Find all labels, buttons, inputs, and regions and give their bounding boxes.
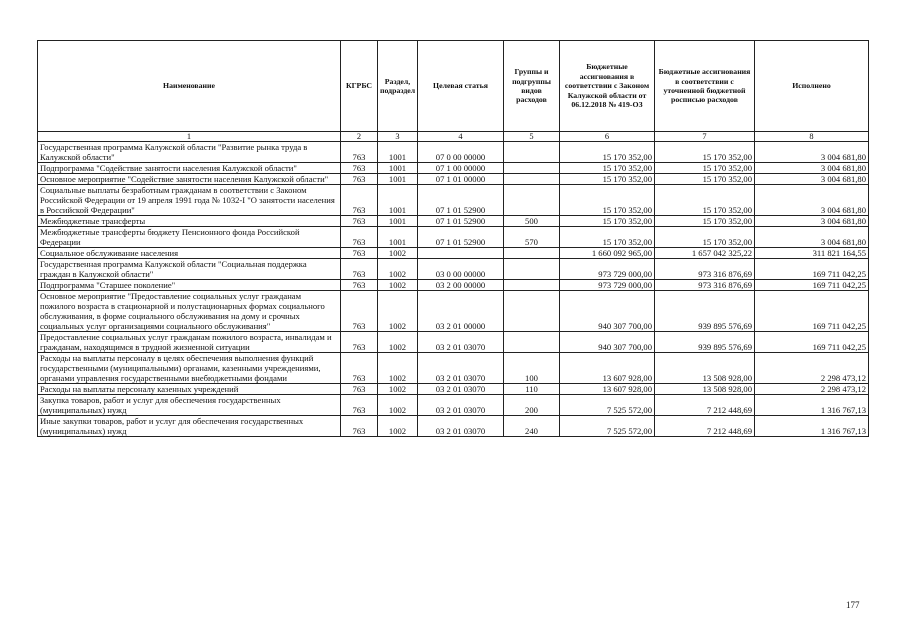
row-target: 03 0 00 00000 (418, 259, 504, 280)
row-target (418, 248, 504, 259)
column-number: 8 (755, 132, 869, 142)
row-group (504, 174, 560, 185)
row-section: 1001 (378, 163, 418, 174)
row-allocation-revised: 973 316 876,69 (655, 280, 755, 291)
row-kgrbs: 763 (341, 291, 378, 332)
row-name: Основное мероприятие "Предоставление социальных услуг гражданам пожилого возраста в стационарной и полустационарных формах социального обслуживания, в форме социального обслуживания на дому и срочных социальных услуг организациями социального обслуживания" (38, 291, 341, 332)
row-target: 03 2 01 00000 (418, 291, 504, 332)
row-allocation-law: 15 170 352,00 (560, 227, 655, 248)
row-executed: 3 004 681,80 (755, 174, 869, 185)
row-target: 07 1 01 52900 (418, 185, 504, 216)
column-number: 5 (504, 132, 560, 142)
row-name: Социальное обслуживание населения (38, 248, 341, 259)
row-group (504, 280, 560, 291)
row-allocation-law: 7 525 572,00 (560, 416, 655, 437)
row-allocation-revised: 973 316 876,69 (655, 259, 755, 280)
table-row (38, 216, 869, 227)
row-name: Расходы на выплаты персоналу казенных учреждений (38, 384, 341, 395)
header-allocations-law: Бюджетные ассигнования в соответствии с Законом Калужской области от 06.12.2018 № 419-ОЗ (560, 41, 655, 132)
row-kgrbs: 763 (341, 163, 378, 174)
row-target: 03 2 00 00000 (418, 280, 504, 291)
row-group: 500 (504, 216, 560, 227)
row-allocation-law: 940 307 700,00 (560, 332, 655, 353)
row-allocation-law: 15 170 352,00 (560, 142, 655, 163)
header-target: Целевая статья (418, 41, 504, 132)
table-row (38, 332, 869, 353)
row-name: Межбюджетные трансферты (38, 216, 341, 227)
row-target: 07 1 01 52900 (418, 216, 504, 227)
row-section: 1002 (378, 280, 418, 291)
table-row (38, 163, 869, 174)
row-kgrbs: 763 (341, 248, 378, 259)
budget-table (37, 40, 869, 437)
row-section: 1002 (378, 332, 418, 353)
row-section: 1001 (378, 185, 418, 216)
row-executed: 311 821 164,55 (755, 248, 869, 259)
row-allocation-revised: 939 895 576,69 (655, 332, 755, 353)
row-section: 1001 (378, 142, 418, 163)
column-number: 3 (378, 132, 418, 142)
table-row (38, 259, 869, 280)
header-row (38, 41, 869, 132)
row-target: 07 1 01 00000 (418, 174, 504, 185)
row-name: Подпрограмма "Старшее поколение" (38, 280, 341, 291)
row-executed: 3 004 681,80 (755, 185, 869, 216)
row-allocation-law: 7 525 572,00 (560, 395, 655, 416)
row-target: 03 2 01 03070 (418, 384, 504, 395)
row-target: 07 1 00 00000 (418, 163, 504, 174)
row-kgrbs: 763 (341, 227, 378, 248)
row-name: Межбюджетные трансферты бюджету Пенсионного фонда Российской Федерации (38, 227, 341, 248)
row-target: 07 0 00 00000 (418, 142, 504, 163)
row-executed: 3 004 681,80 (755, 216, 869, 227)
row-allocation-law: 15 170 352,00 (560, 174, 655, 185)
row-name: Предоставление социальных услуг гражданам пожилого возраста, инвалидам и гражданам, находящимся в трудной жизненной ситуации (38, 332, 341, 353)
table-row (38, 353, 869, 384)
row-section: 1002 (378, 291, 418, 332)
row-allocation-law: 973 729 000,00 (560, 280, 655, 291)
row-executed: 169 711 042,25 (755, 332, 869, 353)
row-section: 1001 (378, 174, 418, 185)
row-executed: 1 316 767,13 (755, 395, 869, 416)
row-group: 110 (504, 384, 560, 395)
row-allocation-law: 13 607 928,00 (560, 353, 655, 384)
row-executed: 2 298 473,12 (755, 384, 869, 395)
row-kgrbs: 763 (341, 416, 378, 437)
table-row (38, 416, 869, 437)
row-group (504, 248, 560, 259)
header-section: Раздел, подраздел (378, 41, 418, 132)
row-allocation-law: 973 729 000,00 (560, 259, 655, 280)
column-number: 2 (341, 132, 378, 142)
table-row (38, 395, 869, 416)
row-name: Государственная программа Калужской области "Социальная поддержка граждан в Калужской области" (38, 259, 341, 280)
row-executed: 3 004 681,80 (755, 142, 869, 163)
row-allocation-law: 940 307 700,00 (560, 291, 655, 332)
row-group (504, 291, 560, 332)
row-target: 03 2 01 03070 (418, 332, 504, 353)
table-row (38, 227, 869, 248)
row-section: 1002 (378, 259, 418, 280)
table-row (38, 185, 869, 216)
row-section: 1002 (378, 395, 418, 416)
row-kgrbs: 763 (341, 259, 378, 280)
row-kgrbs: 763 (341, 185, 378, 216)
row-allocation-revised: 15 170 352,00 (655, 227, 755, 248)
row-executed: 169 711 042,25 (755, 291, 869, 332)
header-name: Наименование (38, 41, 341, 132)
row-group (504, 332, 560, 353)
table-row (38, 142, 869, 163)
row-kgrbs: 763 (341, 174, 378, 185)
row-executed: 169 711 042,25 (755, 259, 869, 280)
row-kgrbs: 763 (341, 216, 378, 227)
row-executed: 1 316 767,13 (755, 416, 869, 437)
row-target: 03 2 01 03070 (418, 353, 504, 384)
row-name: Расходы на выплаты персоналу в целях обеспечения выполнения функций государственными (муниципальными) органами, казенными учреждениями, органами управления государственными внебюджетными фондами (38, 353, 341, 384)
column-number: 6 (560, 132, 655, 142)
row-executed: 169 711 042,25 (755, 280, 869, 291)
table-row (38, 384, 869, 395)
row-allocation-revised: 1 657 042 325,22 (655, 248, 755, 259)
row-target: 03 2 01 03070 (418, 395, 504, 416)
table-row (38, 174, 869, 185)
row-allocation-revised: 15 170 352,00 (655, 185, 755, 216)
page-number: 177 (846, 600, 860, 610)
row-kgrbs: 763 (341, 353, 378, 384)
row-name: Основное мероприятие "Содействие занятости населения Калужской области" (38, 174, 341, 185)
row-allocation-revised: 15 170 352,00 (655, 163, 755, 174)
row-name: Социальные выплаты безработным гражданам в соответствии с Законом Российской Федерации от 19 апреля 1991 года № 1032-I "О занятости населения в Российской Федерации" (38, 185, 341, 216)
row-group: 570 (504, 227, 560, 248)
row-allocation-revised: 13 508 928,00 (655, 384, 755, 395)
row-section: 1001 (378, 227, 418, 248)
row-section: 1002 (378, 248, 418, 259)
row-name: Иные закупки товаров, работ и услуг для обеспечения государственных (муниципальных) нужд (38, 416, 341, 437)
row-kgrbs: 763 (341, 395, 378, 416)
header-kgrbs: КГРБС (341, 41, 378, 132)
row-allocation-law: 1 660 092 965,00 (560, 248, 655, 259)
row-group: 240 (504, 416, 560, 437)
row-group (504, 259, 560, 280)
header-allocations-revised: Бюджетные ассигнования в соответствии с уточненной бюджетной росписью расходов (655, 41, 755, 132)
header-executed: Исполнено (755, 41, 869, 132)
row-group: 200 (504, 395, 560, 416)
row-kgrbs: 763 (341, 280, 378, 291)
row-section: 1002 (378, 353, 418, 384)
row-section: 1001 (378, 216, 418, 227)
row-kgrbs: 763 (341, 142, 378, 163)
row-executed: 3 004 681,80 (755, 227, 869, 248)
row-group (504, 185, 560, 216)
row-allocation-revised: 7 212 448,69 (655, 416, 755, 437)
row-group (504, 142, 560, 163)
row-allocation-law: 15 170 352,00 (560, 185, 655, 216)
column-number-row (38, 132, 869, 142)
header-groups: Группы и подгруппы видов расходов (504, 41, 560, 132)
row-allocation-revised: 7 212 448,69 (655, 395, 755, 416)
row-allocation-revised: 939 895 576,69 (655, 291, 755, 332)
row-section: 1002 (378, 416, 418, 437)
row-group (504, 163, 560, 174)
table-row (38, 291, 869, 332)
row-group: 100 (504, 353, 560, 384)
table-row (38, 280, 869, 291)
row-allocation-revised: 15 170 352,00 (655, 216, 755, 227)
row-name: Государственная программа Калужской области "Развитие рынка труда в Калужской области" (38, 142, 341, 163)
row-name: Закупка товаров, работ и услуг для обеспечения государственных (муниципальных) нужд (38, 395, 341, 416)
row-kgrbs: 763 (341, 384, 378, 395)
column-number: 1 (38, 132, 341, 142)
row-executed: 3 004 681,80 (755, 163, 869, 174)
table-body (38, 132, 869, 437)
row-allocation-law: 13 607 928,00 (560, 384, 655, 395)
row-allocation-law: 15 170 352,00 (560, 163, 655, 174)
row-target: 07 1 01 52900 (418, 227, 504, 248)
row-allocation-revised: 15 170 352,00 (655, 142, 755, 163)
row-allocation-law: 15 170 352,00 (560, 216, 655, 227)
row-kgrbs: 763 (341, 332, 378, 353)
row-allocation-revised: 15 170 352,00 (655, 174, 755, 185)
row-target: 03 2 01 03070 (418, 416, 504, 437)
row-section: 1002 (378, 384, 418, 395)
row-allocation-revised: 13 508 928,00 (655, 353, 755, 384)
row-name: Подпрограмма "Содействие занятости населения Калужской области" (38, 163, 341, 174)
row-executed: 2 298 473,12 (755, 353, 869, 384)
table-row (38, 248, 869, 259)
column-number: 7 (655, 132, 755, 142)
column-number: 4 (418, 132, 504, 142)
